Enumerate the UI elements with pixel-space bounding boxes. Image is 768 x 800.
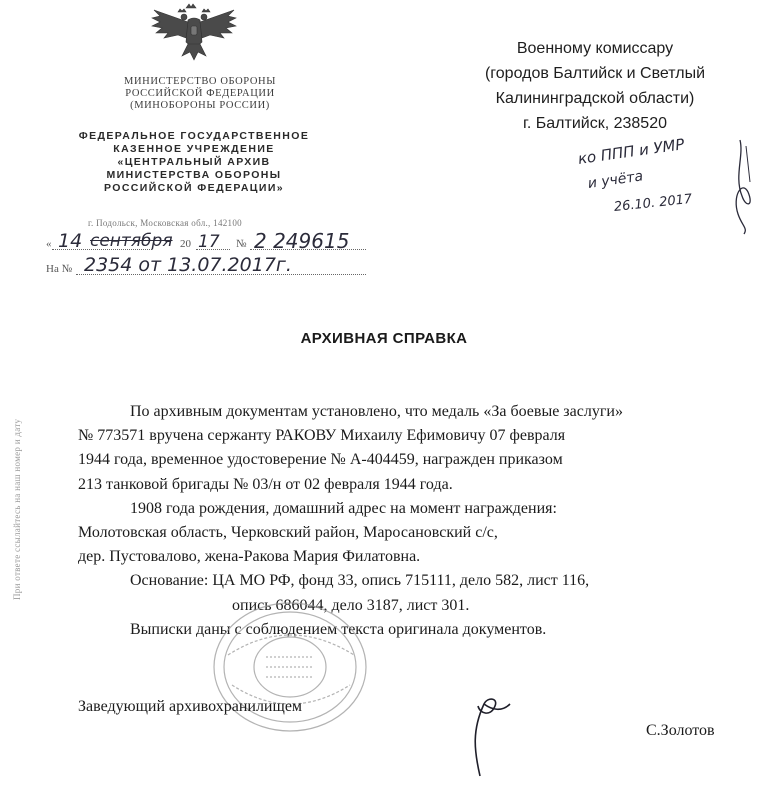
- body-line: По архивным документам установлено, что медаль «За боевые заслуги»: [130, 403, 623, 420]
- signatory-position: Заведующий архивохранилищем: [78, 698, 303, 715]
- handwritten-signature: [444, 690, 514, 780]
- year-prefix: 20: [180, 238, 191, 250]
- ministry-line: (МИНОБОРОНЫ РОССИИ): [130, 100, 270, 111]
- handwritten-resolution: [560, 135, 760, 250]
- institution-line: ФЕДЕРАЛЬНОЕ ГОСУДАРСТВЕННОЕ: [78, 130, 310, 142]
- body-line: дер. Пустовалово, жена-Ракова Мария Филатовна.: [78, 548, 421, 566]
- institution-line: МИНИСТЕРСТВА ОБОРОНЫ: [106, 169, 282, 181]
- resolution-line: 26.10. 2017: [613, 191, 693, 215]
- ministry-line: МИНИСТЕРСТВО ОБОРОНЫ: [124, 76, 276, 87]
- basis-line: опись 686044, дело 3187, лист 301.: [232, 596, 470, 614]
- body-line: 1908 года рождения, домашний адрес на момент награждения:: [130, 499, 557, 517]
- ministry-line: РОССИЙСКОЙ ФЕДЕРАЦИИ: [125, 88, 275, 99]
- ministry-header: [84, 76, 316, 112]
- addressee-line: Калининградской области): [495, 90, 695, 107]
- document-title: АРХИВНАЯ СПРАВКА: [300, 330, 468, 347]
- document-body: [78, 400, 740, 642]
- body-line: Молотовская область, Черковский район, Маросановский с/с,: [78, 524, 498, 542]
- coat-of-arms-emblem: [148, 2, 240, 64]
- outgoing-no-label: №: [236, 238, 247, 250]
- extract-note: Выписки даны с соблюдением текста оригинала документов.: [130, 620, 547, 638]
- resolution-signature: [724, 136, 764, 236]
- addressee-line: (городов Балтийск и Светлый: [484, 65, 706, 82]
- handwritten-month: сентября: [90, 231, 173, 251]
- institution-address: г. Подольск, Московская обл., 142100: [88, 218, 242, 228]
- resolution-line: и учёта: [586, 168, 645, 192]
- institution-line: РОССИЙСКОЙ ФЕДЕРАЦИИ»: [103, 182, 285, 194]
- handwritten-outgoing-number: 2 249615: [254, 229, 350, 253]
- institution-name: [48, 130, 340, 195]
- institution-line: КАЗЕННОЕ УЧРЕЖДЕНИЕ: [113, 143, 275, 155]
- side-note: При ответе ссылайтесь на наш номер и дату: [12, 418, 22, 600]
- addressee-line: г. Балтийск, 238520: [523, 115, 667, 132]
- reference-label: На №: [46, 263, 73, 275]
- addressee-block: [440, 36, 750, 136]
- handwritten-day: 14: [58, 230, 83, 252]
- institution-line: «ЦЕНТРАЛЬНЫЙ АРХИВ: [117, 156, 271, 168]
- basis-line: Основание: ЦА МО РФ, фонд 33, опись 715111, дело 582, лист 116,: [130, 572, 590, 590]
- addressee-line: Военному комиссару: [516, 40, 674, 57]
- handwritten-year: 17: [198, 232, 220, 252]
- handwritten-reference: 2354 от 13.07.2017г.: [84, 254, 292, 276]
- reference-number-row: [46, 254, 366, 279]
- resolution-line: ко ППП и УМР: [576, 135, 686, 168]
- outgoing-number-row: « 14 сентября 20 17 № 2 249615: [46, 232, 366, 254]
- body-line: № 773571 вручена сержанту РАКОВУ Михаилу Ефимовичу 07 февраля: [78, 427, 566, 445]
- body-line: 213 танковой бригады № 03/н от 02 февраля 1944 года.: [78, 475, 453, 493]
- signer-name: С.Золотов: [646, 722, 715, 739]
- body-line: 1944 года, временное удостоверение № А-404459, награжден приказом: [78, 451, 563, 469]
